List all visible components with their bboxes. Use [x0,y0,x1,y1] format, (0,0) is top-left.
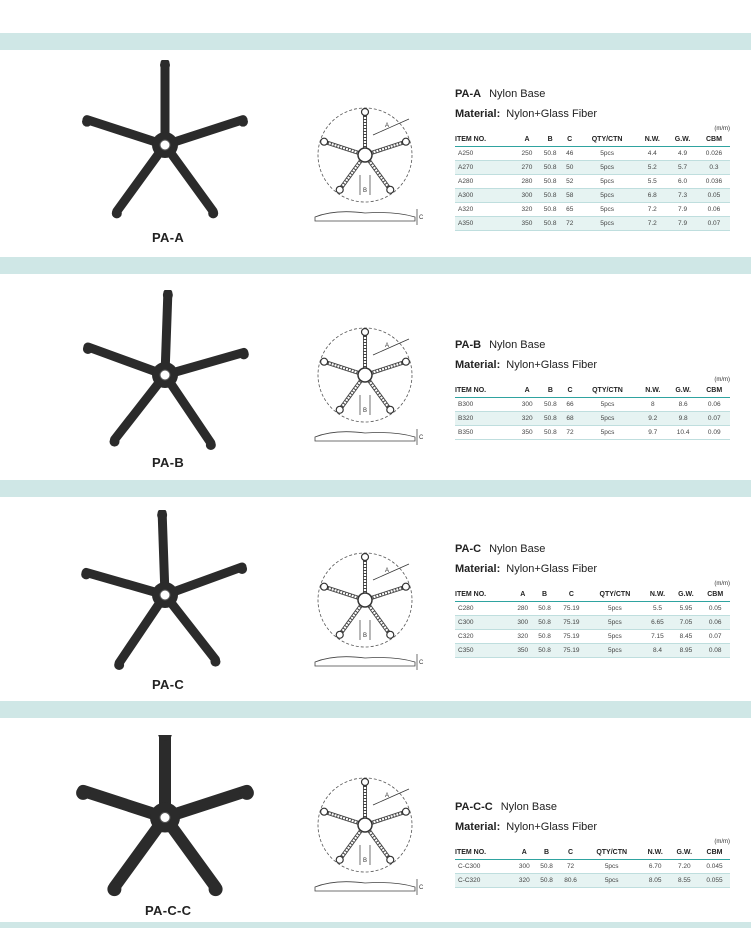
table-cell: 0.05 [700,602,730,616]
table-cell: 5pcs [583,860,641,874]
table-cell: 7.3 [667,189,698,203]
column-header: CBM [698,134,730,147]
table-cell: 8.05 [641,874,670,888]
diagram-caster [362,109,369,116]
table-cell: 5pcs [583,874,641,888]
spec-title [455,88,730,100]
dimension-a-line [373,119,409,135]
column-header: G.W. [667,134,698,147]
table-cell: 50.8 [538,189,563,203]
model-code: PA-C-C [455,801,493,813]
table-cell: 5pcs [577,412,638,426]
table-row [455,412,730,426]
table-row [455,175,730,189]
table-cell: 7.15 [643,630,671,644]
material-label: Material: [455,821,501,833]
material-line [455,821,730,833]
product-photo [60,510,270,690]
product-caption: PA-B [152,455,185,470]
table-row [455,203,730,217]
table-cell: 50.8 [538,412,563,426]
table-cell: 80.6 [559,874,583,888]
table-cell: 320 [516,203,537,217]
table-row [455,398,730,412]
caster-socket [82,117,92,127]
table-cell: 7.9 [667,217,698,231]
hub-hole [160,813,170,823]
diagram-caster [321,138,328,145]
column-header: ITEM NO. [455,847,514,860]
table-cell: 0.045 [699,860,730,874]
caster-socket [76,786,90,800]
table-cell: 6.70 [641,860,670,874]
table-cell: 0.05 [698,189,730,203]
diagram-caster [402,808,409,815]
table-cell: 50.8 [538,147,563,161]
column-header: QTY/CTN [586,589,643,602]
table-cell: 7.20 [670,860,700,874]
column-header: ITEM NO. [455,589,513,602]
column-header: N.W. [643,589,671,602]
table-cell: 5pcs [577,189,638,203]
table-cell: 52 [563,175,577,189]
table-cell: 10.4 [668,426,699,440]
caster-socket [238,117,248,127]
diagram-caster [362,554,369,561]
model-code: PA-A [455,88,482,100]
diagram-caster [387,856,394,863]
table-cell: 50.8 [533,602,556,616]
table-cell: 6.8 [637,189,667,203]
table-cell: A280 [455,175,516,189]
column-header: ITEM NO. [455,134,516,147]
diagram-caster [402,138,409,145]
unit-label: (m/m) [714,581,730,587]
side-profile-view [315,432,415,441]
table-cell: 65 [563,203,577,217]
caster-socket [237,564,247,574]
table-cell: 5pcs [577,398,638,412]
table-cell: 50.8 [538,217,563,231]
diagram-hub [358,818,372,832]
technical-drawing [305,770,425,915]
column-header: ITEM NO. [455,385,516,398]
table-cell: 8.95 [672,644,701,658]
column-header: CBM [699,847,730,860]
caster-socket [157,510,167,520]
diagram-caster [362,779,369,786]
table-cell: C320 [455,630,513,644]
caster-socket [208,208,218,218]
dimension-a-label: A [385,123,390,129]
caster-socket [114,660,124,670]
dimension-a-line [373,789,409,805]
spec-table [455,847,730,888]
diagram-caster [402,583,409,590]
table-cell: C300 [455,616,513,630]
table-cell: 72 [563,426,577,440]
table-cell: 5pcs [586,630,643,644]
table-cell: 280 [513,602,533,616]
column-header: QTY/CTN [577,134,638,147]
column-header: C [563,385,577,398]
unit-label: (m/m) [714,839,730,845]
caster-socket [107,882,121,896]
table-cell: 8.6 [668,398,699,412]
product-caption: PA-C-C [145,903,192,918]
hub-hole [160,140,170,150]
table-cell: 5pcs [577,161,638,175]
caster-socket [112,208,122,218]
column-header: A [514,847,535,860]
material-line [455,108,730,120]
table-cell: 300 [513,616,533,630]
table-cell: 8 [638,398,668,412]
diagram-caster [321,358,328,365]
table-cell: 0.06 [700,616,730,630]
table-cell: 5.5 [643,602,671,616]
caster-socket [163,290,173,300]
table-cell: 300 [516,189,537,203]
table-row [455,217,730,231]
table-cell: 8.55 [670,874,700,888]
table-cell: 5.7 [667,161,698,175]
column-header: A [513,589,533,602]
material-label: Material: [455,108,501,120]
table-cell: 5.2 [637,161,667,175]
column-header: B [533,589,556,602]
table-cell: C-C300 [455,860,514,874]
table-cell: 0.026 [698,147,730,161]
table-cell: 68 [563,412,577,426]
table-cell: 0.3 [698,161,730,175]
table-header-row [455,134,730,147]
table-cell: 0.08 [700,644,730,658]
table-cell: 0.07 [698,217,730,231]
table-cell: 50.8 [533,630,556,644]
table-cell: 72 [559,860,583,874]
table-row [455,426,730,440]
table-cell: 300 [516,398,537,412]
table-row [455,161,730,175]
dimension-a-label: A [385,568,390,574]
column-header: B [535,847,559,860]
table-cell: 50.8 [533,616,556,630]
table-cell: 50.8 [533,644,556,658]
table-cell: 6.0 [667,175,698,189]
table-cell: 0.07 [700,630,730,644]
table-row [455,644,730,658]
table-row [455,602,730,616]
spec-title [455,543,730,555]
table-cell: 320 [516,412,537,426]
table-cell: 50.8 [538,398,563,412]
dimension-a-label: A [385,343,390,349]
dimension-c-label: C [419,435,424,441]
spec-table [455,134,730,231]
model-code: PA-B [455,339,482,351]
unit-label: (m/m) [714,377,730,383]
table-cell: 270 [516,161,537,175]
caster-socket [206,440,216,450]
diagram-caster [336,406,343,413]
side-profile-view [315,657,415,666]
table-cell: B300 [455,398,516,412]
table-cell: 5pcs [586,644,643,658]
column-header: B [538,134,563,147]
column-header: A [516,134,537,147]
column-header: N.W. [641,847,670,860]
caster-socket [210,657,220,667]
table-cell: 300 [514,860,535,874]
section-divider-band [0,33,751,50]
table-cell: 5.95 [672,602,701,616]
dimension-a-line [373,339,409,355]
dimension-a-label: A [385,793,390,799]
dimension-b-label: B [363,633,368,639]
column-header: C [559,847,583,860]
table-cell: 9.2 [638,412,668,426]
dimension-b-label: B [363,188,368,194]
table-cell: 320 [513,630,533,644]
column-header: C [556,589,586,602]
table-cell: 0.06 [698,398,730,412]
dimension-a-line [373,564,409,580]
table-cell: 0.09 [698,426,730,440]
table-cell: 4.4 [637,147,667,161]
table-cell: 50 [563,161,577,175]
diagram-caster [321,583,328,590]
column-header: QTY/CTN [577,385,638,398]
diagram-caster [387,631,394,638]
table-cell: 8.45 [672,630,701,644]
table-cell: 5pcs [577,426,638,440]
diagram-caster [402,358,409,365]
table-cell: 4.9 [667,147,698,161]
material-line [455,359,730,371]
hub-hole [160,370,170,380]
caster-socket [160,60,170,70]
diagram-caster [321,808,328,815]
table-header-row [455,847,730,860]
product-photo [60,60,270,240]
section-divider-band [0,922,751,928]
spec-block [455,801,730,888]
column-header: C [563,134,577,147]
spec-title [455,801,730,813]
caster-socket [81,569,91,579]
table-cell: 75.19 [556,644,586,658]
table-cell: 50.8 [538,203,563,217]
table-cell: 350 [516,217,537,231]
spec-block [455,339,730,440]
table-cell: 9.7 [638,426,668,440]
table-cell: 50.8 [538,426,563,440]
table-cell: 75.19 [556,616,586,630]
table-cell: 50.8 [538,175,563,189]
diagram-caster [362,329,369,336]
table-cell: 75.19 [556,602,586,616]
dimension-c-label: C [419,885,424,891]
table-cell: 75.19 [556,630,586,644]
diagram-caster [336,631,343,638]
table-cell: 0.06 [698,203,730,217]
table-cell: C350 [455,644,513,658]
diagram-caster [387,186,394,193]
material-value: Nylon+Glass Fiber [506,821,598,833]
product-photo [60,290,270,470]
side-profile-view [315,212,415,221]
unit-label: (m/m) [714,126,730,132]
table-cell: 66 [563,398,577,412]
table-cell: 72 [563,217,577,231]
spec-block [455,543,730,658]
column-header: QTY/CTN [583,847,641,860]
product-caption: PA-C [152,677,185,692]
table-cell: 5.5 [637,175,667,189]
column-header: A [516,385,537,398]
diagram-hub [358,593,372,607]
table-cell: A320 [455,203,516,217]
table-cell: B350 [455,426,516,440]
table-cell: 5pcs [577,175,638,189]
side-profile-view [315,882,415,891]
dimension-c-label: C [419,215,424,221]
table-cell: A350 [455,217,516,231]
diagram-caster [336,186,343,193]
caster-socket [240,786,254,800]
table-cell: 350 [516,426,537,440]
material-value: Nylon+Glass Fiber [506,563,598,575]
technical-drawing [305,545,425,690]
table-row [455,630,730,644]
table-cell: A270 [455,161,516,175]
table-cell: 9.8 [668,412,699,426]
table-cell: 46 [563,147,577,161]
model-description: Nylon Base [489,339,546,351]
table-row [455,189,730,203]
table-cell: 0.055 [699,874,730,888]
column-header: G.W. [668,385,699,398]
table-cell: 250 [516,147,537,161]
material-line [455,563,730,575]
dimension-b-label: B [363,408,368,414]
section-divider-band [0,480,751,497]
table-cell: A300 [455,189,516,203]
caster-socket [110,437,120,447]
table-row [455,860,730,874]
hub-hole [160,590,170,600]
column-header: CBM [698,385,730,398]
spec-table [455,385,730,440]
section-divider-band [0,257,751,274]
table-cell: 8.4 [643,644,671,658]
caster-socket [83,344,93,354]
table-cell: 350 [513,644,533,658]
product-caption: PA-A [152,230,185,245]
product-photo [50,735,280,910]
diagram-hub [358,368,372,382]
table-cell: 6.65 [643,616,671,630]
column-header: G.W. [672,589,701,602]
table-cell: 280 [516,175,537,189]
table-cell: 7.2 [637,203,667,217]
diagram-caster [387,406,394,413]
column-header: N.W. [638,385,668,398]
table-cell: 5pcs [586,616,643,630]
technical-drawing [305,100,425,245]
table-cell: 0.07 [698,412,730,426]
dimension-c-label: C [419,660,424,666]
section-divider-band [0,701,751,718]
table-cell: 5pcs [586,602,643,616]
technical-drawing [305,320,425,465]
model-description: Nylon Base [489,88,546,100]
table-header-row [455,385,730,398]
model-description: Nylon Base [489,543,546,555]
table-cell: 7.05 [672,616,701,630]
table-cell: 50.8 [535,874,559,888]
column-header: G.W. [670,847,700,860]
table-header-row [455,589,730,602]
table-cell: 50.8 [535,860,559,874]
spec-table [455,589,730,658]
column-header: N.W. [637,134,667,147]
table-cell: 5pcs [577,203,638,217]
material-value: Nylon+Glass Fiber [506,108,598,120]
table-cell: 7.9 [667,203,698,217]
model-description: Nylon Base [500,801,557,813]
table-cell: B320 [455,412,516,426]
spec-block [455,88,730,231]
caster-socket [209,882,223,896]
diagram-caster [336,856,343,863]
table-cell: 58 [563,189,577,203]
dimension-b-label: B [363,858,368,864]
table-cell: 5pcs [577,147,638,161]
model-code: PA-C [455,543,482,555]
material-label: Material: [455,563,501,575]
caster-socket [239,349,249,359]
column-header: B [538,385,563,398]
table-cell: A250 [455,147,516,161]
table-row [455,147,730,161]
table-row [455,616,730,630]
table-row [455,874,730,888]
table-cell: C-C320 [455,874,514,888]
table-cell: C280 [455,602,513,616]
table-cell: 0.036 [698,175,730,189]
material-value: Nylon+Glass Fiber [506,359,598,371]
diagram-hub [358,148,372,162]
material-label: Material: [455,359,501,371]
table-cell: 7.2 [637,217,667,231]
spec-title [455,339,730,351]
table-cell: 50.8 [538,161,563,175]
column-header: CBM [700,589,730,602]
table-cell: 5pcs [577,217,638,231]
table-cell: 320 [514,874,535,888]
